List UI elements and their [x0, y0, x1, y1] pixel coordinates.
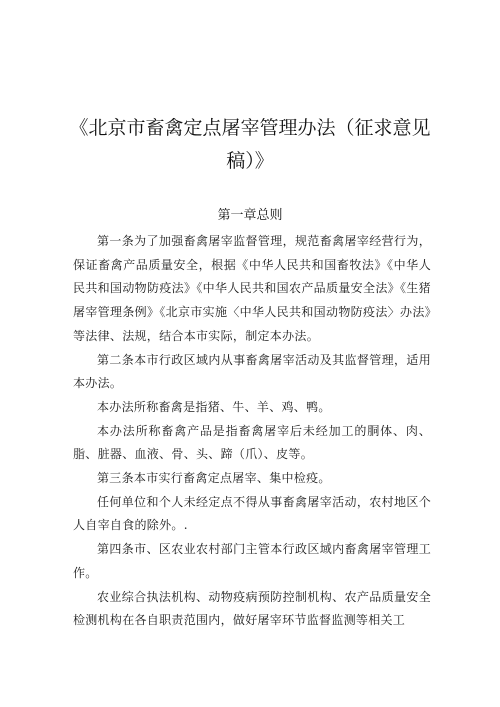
paragraph-article-1: 第一条为了加强畜禽屠宰监督管理，规范畜禽屠宰经营行为，保证畜禽产品质量安全，根据《中华人民共和国畜牧法》《中华人民共和国动物防疫法》《中华人民共和国农产品质量安全法》《生猪屠宰管理条例》《北京市实施〈中华人民共和国动物防疫法〉办法》等法律、法规，结合本市实际，制定本办法。: [73, 234, 431, 343]
paragraph-article-2: 第二条本市行政区域内从事畜禽屠宰活动及其监督管理，适用本办法。: [73, 352, 431, 391]
document-title: 《北京市畜禽定点屠宰管理办法（征求意见稿）》: [69, 117, 431, 172]
paragraph-livestock-definition: 本办法所称畜禽是指猪、牛、羊、鸡、鸭。: [97, 399, 331, 414]
paragraph-agencies: 农业综合执法机构、动物疫病预防控制机构、农产品质量安全检测机构在各自职责范围内，做好屠宰环节监督监测等相关工: [73, 589, 431, 628]
paragraph-article-3: 第三条本市实行畜禽定点屠宰、集中检疫。: [97, 471, 331, 486]
paragraph-product-definition: 本办法所称畜禽产品是指畜禽屠宰后未经加工的胴体、肉、脂、脏器、血液、骨、头、蹄（爪）、皮等。: [73, 423, 431, 462]
paragraph-article-4: 第四条市、区农业农村部门主管本行政区域内畜禽屠宰管理工作。: [73, 542, 431, 580]
document-body: [73, 230, 431, 633]
chapter-heading: 第一章总则: [217, 208, 283, 223]
paragraph-exemption: 任何单位和个人未经定点不得从事畜禽屠宰活动，农村地区个人自宰自食的除外。.: [73, 494, 431, 533]
